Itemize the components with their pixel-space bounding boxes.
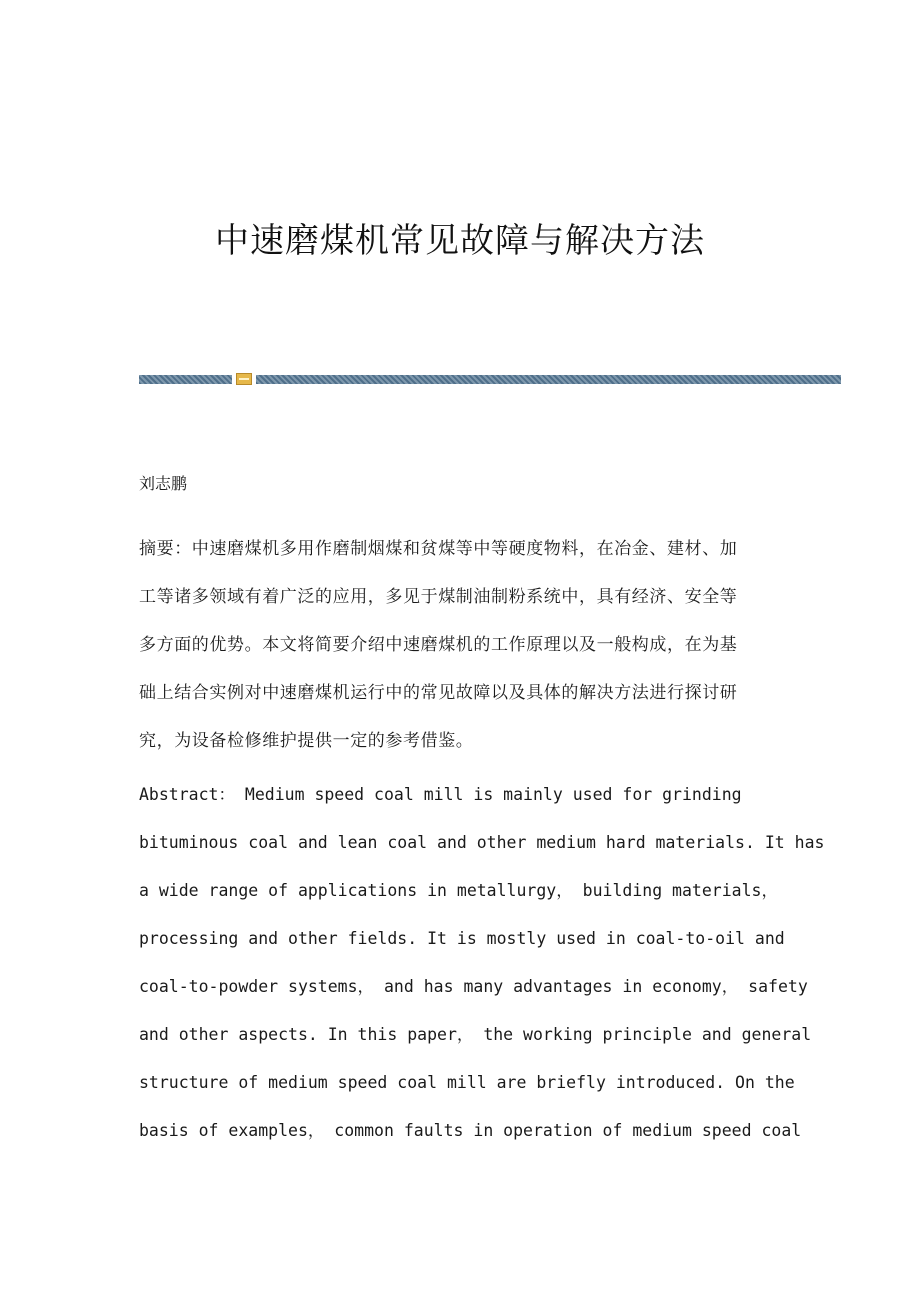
chinese-abstract-line: 工等诸多领域有着广泛的应用，多见于煤制油制粉系统中，具有经济、安全等 (139, 587, 738, 607)
english-abstract-line: basis of examples， common faults in operation of medium speed coal (139, 1121, 802, 1140)
english-abstract (139, 771, 825, 1155)
english-abstract-line: structure of medium speed coal mill are briefly introduced. On the (139, 1073, 795, 1092)
english-abstract-line: Abstract： Medium speed coal mill is mainly used for grinding (139, 785, 742, 804)
chinese-abstract-line: 摘要：中速磨煤机多用作磨制烟煤和贫煤等中等硬度物料，在冶金、建材、加 (139, 539, 738, 559)
english-abstract-line: coal-to-powder systems， and has many advantages in economy， safety (139, 977, 808, 996)
english-abstract-line: bituminous coal and lean coal and other medium hard materials. It has (139, 833, 825, 852)
english-abstract-line: processing and other fields. It is mostly used in coal-to-oil and (139, 929, 785, 948)
document-title: 中速磨煤机常见故障与解决方法 (215, 221, 705, 261)
english-abstract-line: a wide range of applications in metallurgy， building materials， (139, 881, 778, 900)
english-abstract-line: and other aspects. In this paper， the working principle and general (139, 1025, 812, 1044)
author-name: 刘志鹏 (139, 474, 188, 493)
chinese-abstract (139, 525, 784, 765)
chinese-abstract-line: 础上结合实例对中速磨煤机运行中的常见故障以及具体的解决方法进行探讨研 (139, 683, 738, 703)
chinese-abstract-line: 多方面的优势。本文将简要介绍中速磨煤机的工作原理以及一般构成，在为基 (139, 635, 738, 655)
divider-ornament-icon (236, 373, 252, 385)
title-divider-left (139, 375, 232, 384)
chinese-abstract-line: 究，为设备检修维护提供一定的参考借鉴。 (139, 731, 474, 751)
title-divider-right (256, 375, 841, 384)
